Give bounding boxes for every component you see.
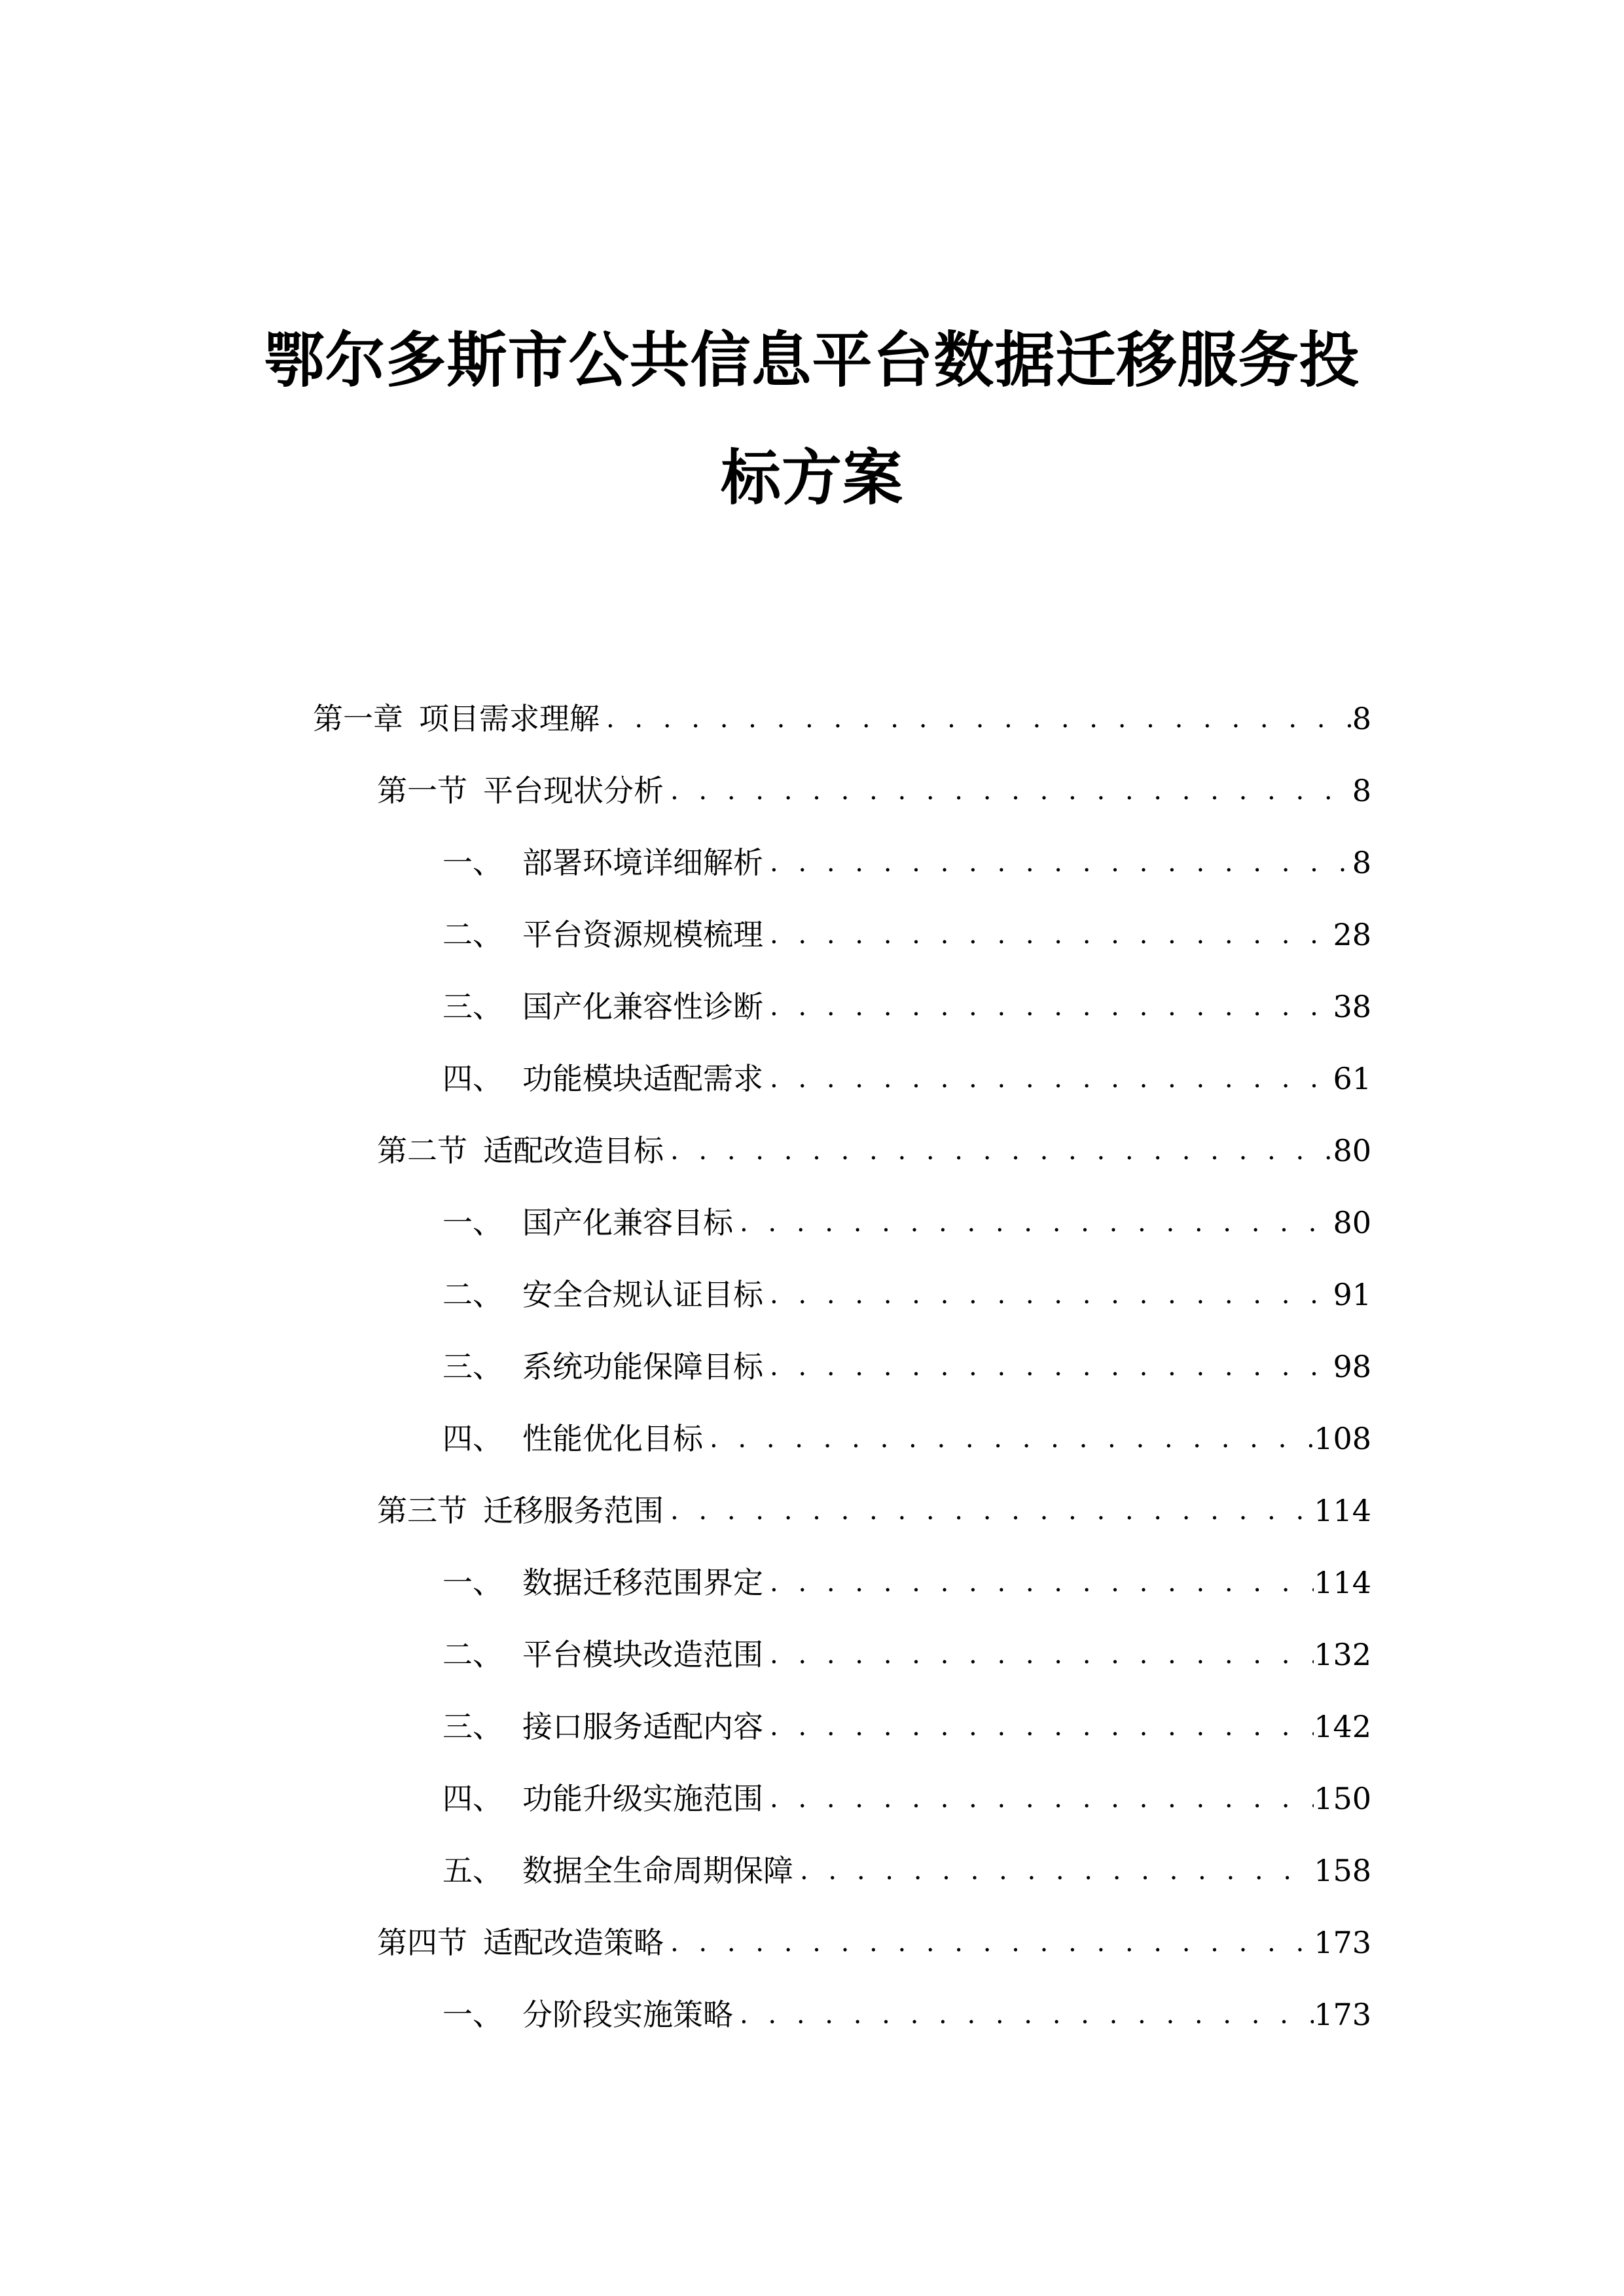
toc-entry-title: 适配改造目标: [483, 1133, 664, 1168]
toc-entry-page-number: 8: [1352, 845, 1371, 880]
toc-dot-leader: [664, 1923, 1314, 1962]
toc-entry-number: 第三节: [377, 1493, 467, 1528]
title-line-2: 标方案: [720, 443, 903, 513]
toc-entry-number: 一、: [442, 1205, 503, 1240]
toc-entry-number: 一、: [442, 1997, 503, 2032]
toc-entry-title: 项目需求理解: [419, 701, 600, 736]
toc-dot-leader: [763, 1347, 1333, 1386]
toc-entry-page-number: 8: [1352, 773, 1371, 808]
toc-entry-number: 第四节: [377, 1925, 467, 1960]
toc-entry-page-number: 114: [1314, 1565, 1371, 1600]
toc-dot-leader: [763, 843, 1352, 882]
toc-entry-title: 平台资源规模梳理: [522, 917, 763, 952]
toc-entry-title: 数据迁移范围界定: [522, 1565, 763, 1600]
toc-dot-leader: [733, 1995, 1314, 2034]
toc-dot-leader: [763, 1563, 1314, 1602]
toc-entry[interactable]: [442, 1275, 1371, 1314]
toc-entry[interactable]: [442, 1563, 1371, 1602]
toc-entry[interactable]: [442, 1635, 1371, 1674]
toc-entry-number: 第二节: [377, 1133, 467, 1168]
toc-entry-title: 部署环境详细解析: [522, 845, 763, 880]
toc-dot-leader: [703, 1419, 1314, 1458]
toc-dot-leader: [763, 1707, 1314, 1746]
toc-entry[interactable]: [442, 987, 1371, 1026]
toc-entry[interactable]: [377, 771, 1371, 810]
document-title: [0, 325, 1624, 513]
toc-entry-number: 三、: [442, 1709, 503, 1744]
toc-entry-title: 平台现状分析: [483, 773, 664, 808]
toc-dot-leader: [763, 1779, 1314, 1818]
toc-entry[interactable]: [442, 1059, 1371, 1098]
toc-entry-number: 一、: [442, 845, 503, 880]
toc-entry-page-number: 142: [1314, 1709, 1371, 1744]
toc-entry[interactable]: [442, 1347, 1371, 1386]
toc-entry[interactable]: [313, 699, 1371, 738]
toc-entry-title: 系统功能保障目标: [522, 1349, 763, 1384]
toc-entry-number: 第一章: [313, 701, 403, 736]
toc-dot-leader: [763, 987, 1333, 1026]
toc-entry[interactable]: [442, 1419, 1371, 1458]
toc-entry[interactable]: [442, 1851, 1371, 1890]
toc-entry-title: 分阶段实施策略: [522, 1997, 733, 2032]
toc-entry-number: 一、: [442, 1565, 503, 1600]
toc-entry-title: 迁移服务范围: [483, 1493, 664, 1528]
toc-entry-page-number: 38: [1333, 989, 1371, 1024]
toc-entry[interactable]: [377, 1131, 1371, 1170]
toc-entry[interactable]: [442, 1707, 1371, 1746]
toc-dot-leader: [763, 1059, 1333, 1098]
toc-entry-page-number: 173: [1314, 1925, 1371, 1960]
toc-entry-page-number: 80: [1333, 1205, 1371, 1240]
toc-entry-number: 二、: [442, 1277, 503, 1312]
title-line-1: 鄂尔多斯市公共信息平台数据迁移服务投: [264, 325, 1360, 395]
toc-entry-page-number: 114: [1314, 1493, 1371, 1528]
toc-dot-leader: [763, 915, 1333, 954]
toc-entry-title: 接口服务适配内容: [522, 1709, 763, 1744]
toc-entry-page-number: 28: [1333, 917, 1371, 952]
toc-entry-page-number: 98: [1333, 1349, 1371, 1384]
toc-dot-leader: [600, 699, 1352, 738]
toc-entry-page-number: 108: [1314, 1421, 1371, 1456]
toc-entry-page-number: 91: [1333, 1277, 1371, 1312]
toc-entry[interactable]: [442, 1203, 1371, 1242]
toc-entry-number: 四、: [442, 1061, 503, 1096]
toc-dot-leader: [763, 1275, 1333, 1314]
toc-entry-title: 数据全生命周期保障: [522, 1853, 793, 1888]
toc-entry-title: 性能优化目标: [522, 1421, 703, 1456]
toc-entry-title: 国产化兼容性诊断: [522, 989, 763, 1024]
toc-entry-title: 功能模块适配需求: [522, 1061, 763, 1096]
toc-entry-number: 第一节: [377, 773, 467, 808]
toc-entry-page-number: 61: [1333, 1061, 1371, 1096]
toc-entry-page-number: 150: [1314, 1781, 1371, 1816]
toc-entry-number: 三、: [442, 1349, 503, 1384]
toc-entry-number: 三、: [442, 989, 503, 1024]
toc-entry-number: 五、: [442, 1853, 503, 1888]
toc-dot-leader: [733, 1203, 1333, 1242]
toc-entry[interactable]: [442, 843, 1371, 882]
toc-dot-leader: [664, 771, 1352, 810]
toc-entry-number: 四、: [442, 1421, 503, 1456]
toc-entry-number: 四、: [442, 1781, 503, 1816]
toc-dot-leader: [664, 1491, 1314, 1530]
toc-entry[interactable]: [442, 1995, 1371, 2034]
toc-entry-number: 二、: [442, 917, 503, 952]
toc-entry-title: 功能升级实施范围: [522, 1781, 763, 1816]
toc-entry[interactable]: [377, 1923, 1371, 1962]
toc-entry[interactable]: [377, 1491, 1371, 1530]
toc-entry-page-number: 173: [1314, 1997, 1371, 2032]
toc-dot-leader: [664, 1131, 1333, 1170]
toc-entry-title: 国产化兼容目标: [522, 1205, 733, 1240]
toc-entry-page-number: 158: [1314, 1853, 1371, 1888]
toc-entry-title: 适配改造策略: [483, 1925, 664, 1960]
toc-dot-leader: [793, 1851, 1314, 1890]
toc-entry-title: 平台模块改造范围: [522, 1637, 763, 1672]
toc-entry-number: 二、: [442, 1637, 503, 1672]
toc-entry-title: 安全合规认证目标: [522, 1277, 763, 1312]
toc-entry[interactable]: [442, 915, 1371, 954]
toc-dot-leader: [763, 1635, 1314, 1674]
toc-entry[interactable]: [442, 1779, 1371, 1818]
toc-entry-page-number: 8: [1352, 701, 1371, 736]
toc-entry-page-number: 132: [1314, 1637, 1371, 1672]
toc-entry-page-number: 80: [1333, 1133, 1371, 1168]
